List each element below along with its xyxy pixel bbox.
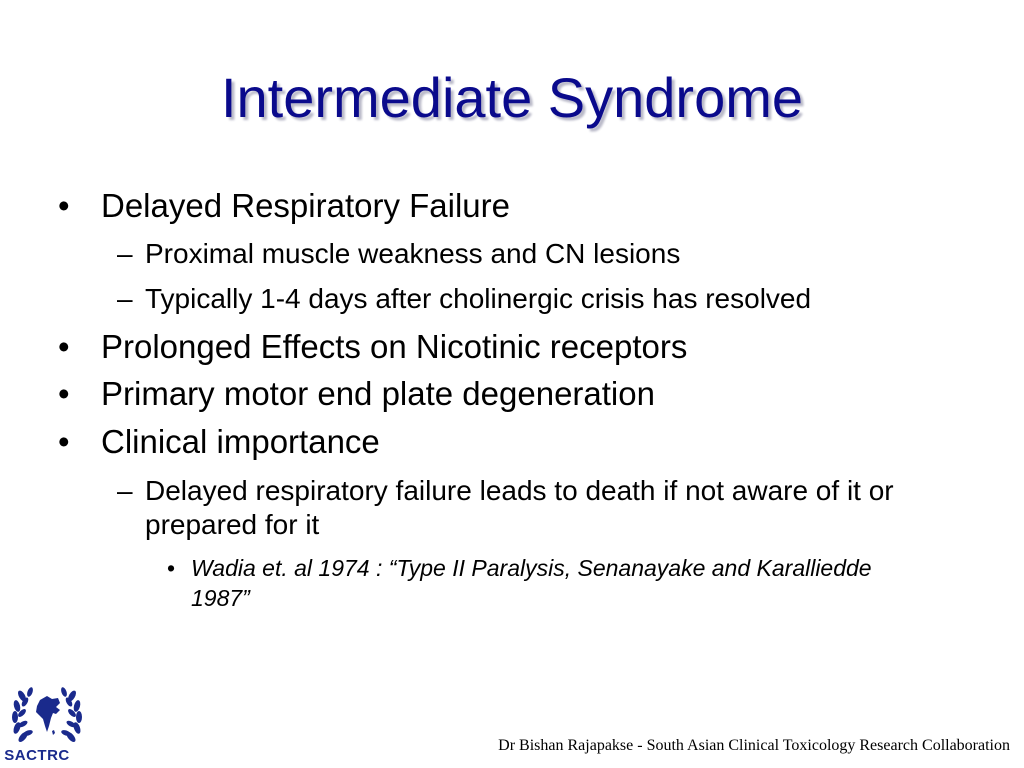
bullet-icon: •	[58, 328, 70, 365]
bullet-item	[58, 186, 510, 226]
bullet-text: Primary motor end plate degeneration	[101, 375, 655, 412]
sub-bullet-item	[117, 282, 997, 316]
dash-icon: –	[117, 238, 133, 269]
citation-text: Wadia et. al 1974 : “Type II Paralysis, Senanayake and Karalliedde 1987”	[191, 555, 872, 611]
dash-icon: –	[117, 475, 133, 506]
bullet-icon: •	[58, 375, 70, 412]
bullet-text: Clinical importance	[101, 423, 380, 460]
sub-bullet-text: Proximal muscle weakness and CN lesions	[145, 238, 681, 269]
bullet-text: Delayed Respiratory Failure	[101, 187, 511, 224]
bullet-icon: •	[167, 555, 176, 581]
dash-icon: –	[117, 283, 133, 314]
sub-bullet-text: Delayed respiratory failure leads to death if not aware of it or prepared for it	[145, 475, 894, 540]
slide-title: Intermediate Syndrome	[220, 66, 804, 129]
logo-text: SACTRC	[4, 747, 70, 764]
bullet-icon: •	[58, 423, 70, 460]
bullet-item	[58, 374, 655, 414]
footer-credit: Dr Bishan Rajapakse - South Asian Clinical Toxicology Research Collaboration	[498, 737, 1010, 754]
laurel-wreath-icon	[0, 682, 112, 752]
bullet-item	[58, 422, 380, 462]
sactrc-logo	[0, 682, 112, 768]
sub-bullet-text: Typically 1-4 days after cholinergic crisis has resolved	[145, 283, 812, 314]
bullet-text: Prolonged Effects on Nicotinic receptors	[101, 328, 688, 365]
sub-sub-bullet-item	[167, 553, 907, 613]
map-icon	[36, 696, 60, 732]
bullet-item	[58, 327, 687, 367]
sub-bullet-item	[117, 237, 817, 271]
bullet-icon: •	[58, 187, 70, 224]
sub-bullet-item	[117, 474, 967, 542]
